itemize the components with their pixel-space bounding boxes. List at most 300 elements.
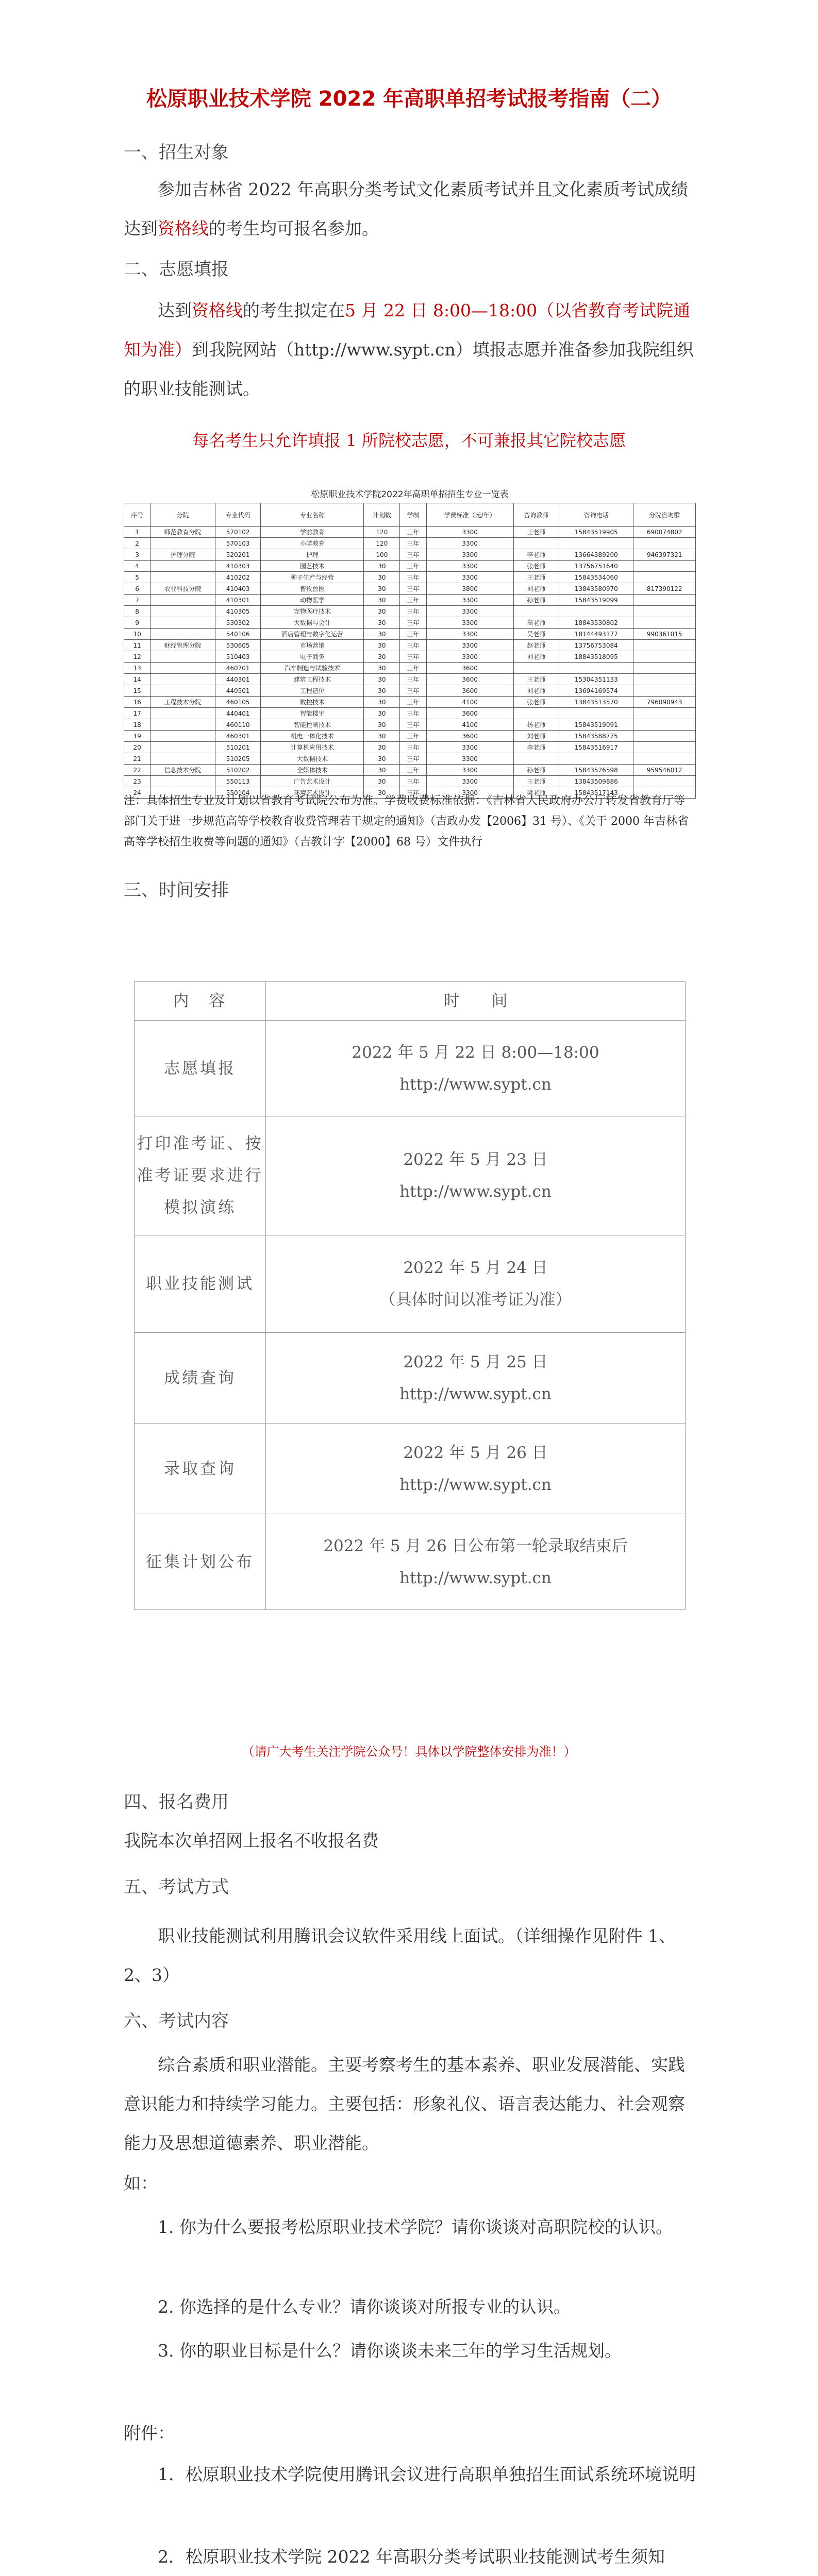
table-cell: 1	[124, 527, 151, 538]
table-cell: 9	[124, 617, 151, 629]
table-cell: 16	[124, 697, 151, 708]
table-cell: 510403	[215, 651, 260, 663]
table-cell: 刘老师	[513, 651, 559, 663]
table-cell: 4100	[426, 719, 513, 731]
table-row	[124, 572, 696, 583]
table-cell: 3300	[426, 617, 513, 629]
table-cell: 工程造价	[261, 685, 364, 697]
table-cell: 3300	[426, 753, 513, 765]
table-cell: 30	[364, 776, 400, 787]
table-cell: 3300	[426, 742, 513, 753]
table-cell	[633, 606, 696, 617]
table-cell: 15843526598	[559, 765, 633, 776]
table-cell: 13843509886	[559, 776, 633, 787]
section-heading-1: 一、招生对象	[124, 142, 229, 163]
table-cell: 3300	[426, 776, 513, 787]
table-cell: 440301	[215, 674, 260, 685]
schedule-row	[135, 1021, 686, 1116]
section-heading-4: 四、报名费用	[124, 1792, 229, 1812]
table-cell: 三年	[400, 731, 426, 742]
table-cell	[151, 595, 215, 606]
schedule-detail[interactable]: http://www.sypt.cn	[399, 1182, 552, 1201]
table-row	[124, 595, 696, 606]
table-cell: 建筑工程技术	[261, 674, 364, 685]
document-page	[93, 0, 725, 2576]
schedule-item: 成绩查询	[135, 1333, 266, 1423]
table-cell: 张老师	[513, 697, 559, 708]
table-cell: 农业科技分院	[151, 583, 215, 595]
table-cell: 15843517143	[559, 787, 633, 799]
table-cell: 20	[124, 742, 151, 753]
table-cell	[151, 617, 215, 629]
table-cell	[633, 719, 696, 731]
table-cell: 大数据技术	[261, 753, 364, 765]
admissions-col-header: 专业名称	[261, 503, 364, 527]
s2-text-c: 到我院网站（http://www.sypt.cn）填报志愿并准备参加我院组织的职业技能测试。	[124, 340, 694, 399]
s1-text-red: 资格线	[158, 218, 209, 239]
table-cell: 18144493177	[559, 629, 633, 640]
table-cell: 410303	[215, 561, 260, 572]
table-cell: 15843534060	[559, 572, 633, 583]
table-row	[124, 538, 696, 549]
table-cell: 园艺技术	[261, 561, 364, 572]
table-cell: 数控技术	[261, 697, 364, 708]
examples-label: 如：	[124, 2173, 158, 2193]
table-cell: 三年	[400, 617, 426, 629]
table-cell: 广告艺术设计	[261, 776, 364, 787]
table-cell: 410301	[215, 595, 260, 606]
table-cell: 环境艺术设计	[261, 787, 364, 799]
table-cell: 520201	[215, 549, 260, 561]
example-question-2: 2. 你选择的是什么专业？请你谈谈对所报专业的认识。	[158, 2297, 571, 2317]
table-cell: 30	[364, 674, 400, 685]
table-cell	[151, 651, 215, 663]
table-cell	[633, 617, 696, 629]
table-row	[124, 674, 696, 685]
table-row	[124, 651, 696, 663]
schedule-item: 录取查询	[135, 1423, 266, 1514]
section-heading-6: 六、考试内容	[124, 2011, 229, 2031]
table-cell: 8	[124, 606, 151, 617]
table-cell: 三年	[400, 629, 426, 640]
schedule-time	[266, 1116, 686, 1235]
table-cell: 990361015	[633, 629, 696, 640]
table-cell	[151, 629, 215, 640]
section-5-text: 职业技能测试利用腾讯会议软件采用线上面试。（详细操作见附件 1、2、3）	[124, 1926, 676, 1985]
s2-text-b: 的考生拟定在	[243, 300, 345, 320]
table-cell: 15843516917	[559, 742, 633, 753]
table-row	[124, 753, 696, 765]
schedule-time	[266, 1235, 686, 1333]
table-cell: 3300	[426, 538, 513, 549]
schedule-time	[266, 1021, 686, 1116]
table-cell: 100	[364, 549, 400, 561]
schedule-date: 2022 年 5 月 23 日	[403, 1150, 548, 1169]
table-cell: 王老师	[513, 776, 559, 787]
table-cell: 30	[364, 697, 400, 708]
table-cell: 10	[124, 629, 151, 640]
table-cell: 15843519905	[559, 527, 633, 538]
table-cell: 14	[124, 674, 151, 685]
table-cell: 30	[364, 731, 400, 742]
table-cell: 计算机应用技术	[261, 742, 364, 753]
table-cell: 梁老师	[513, 787, 559, 799]
table-cell: 530302	[215, 617, 260, 629]
table-cell: 13843513570	[559, 697, 633, 708]
table-cell: 15843519099	[559, 595, 633, 606]
section-heading-3: 三、时间安排	[124, 880, 229, 901]
page-title: 松原职业技术学院 2022 年高职单招考试报考指南（二）	[146, 87, 672, 111]
table-cell: 30	[364, 787, 400, 799]
table-cell	[513, 606, 559, 617]
table-cell	[633, 731, 696, 742]
table-cell: 3800	[426, 583, 513, 595]
table-cell: 21	[124, 753, 151, 765]
table-cell: 智能楼宇	[261, 708, 364, 719]
table-cell	[151, 742, 215, 753]
table-cell: 410403	[215, 583, 260, 595]
schedule-table-body	[135, 982, 686, 1610]
table-cell: 30	[364, 663, 400, 674]
table-cell: 13664389200	[559, 549, 633, 561]
table-cell: 师范教育分院	[151, 527, 215, 538]
s1-text-pre: 参加吉林省 2022 年高职分类考试文化素质考试并且文化素质考试成绩达到	[124, 179, 688, 239]
table-cell: 550104	[215, 787, 260, 799]
schedule-hint: （请广大考生关注学院公众号！具体以学院整体安排为准！）	[242, 1744, 576, 1759]
table-row	[124, 561, 696, 572]
table-cell	[559, 663, 633, 674]
schedule-table	[134, 981, 686, 1610]
table-cell: 120	[364, 527, 400, 538]
table-cell: 机电一体化技术	[261, 731, 364, 742]
table-cell: 三年	[400, 640, 426, 651]
table-row	[124, 606, 696, 617]
table-row	[124, 640, 696, 651]
schedule-time	[266, 1514, 686, 1610]
admissions-table-wrap	[124, 487, 696, 799]
table-row	[124, 742, 696, 753]
admissions-table	[124, 503, 696, 799]
table-cell: 三年	[400, 685, 426, 697]
table-cell	[151, 606, 215, 617]
table-cell: 17	[124, 708, 151, 719]
table-cell: 大数据与会计	[261, 617, 364, 629]
schedule-row	[135, 1235, 686, 1333]
section-2-text	[124, 291, 696, 409]
single-choice-note: 每名考生只允许填报 1 所院校志愿，不可兼报其它院校志愿	[192, 431, 626, 450]
table-cell: 817390122	[633, 583, 696, 595]
schedule-detail[interactable]: http://www.sypt.cn	[399, 1075, 552, 1094]
table-cell	[633, 561, 696, 572]
table-cell: 18	[124, 719, 151, 731]
table-cell: 19	[124, 731, 151, 742]
table-cell: 530605	[215, 640, 260, 651]
table-cell: 王老师	[513, 572, 559, 583]
section-heading-2: 二、志愿填报	[124, 259, 229, 280]
table-row	[124, 708, 696, 719]
table-cell: 460110	[215, 719, 260, 731]
example-question-3: 3. 你的职业目标是什么？请你谈谈未来三年的学习生活规划。	[158, 2341, 622, 2361]
table-cell: 30	[364, 708, 400, 719]
schedule-row	[135, 1514, 686, 1610]
table-cell	[151, 776, 215, 787]
table-cell	[633, 685, 696, 697]
schedule-time	[266, 1423, 686, 1514]
table-cell	[633, 572, 696, 583]
table-cell: 5	[124, 572, 151, 583]
table-cell: 6	[124, 583, 151, 595]
table-row	[124, 776, 696, 787]
schedule-detail[interactable]: http://www.sypt.cn	[399, 1568, 552, 1587]
table-cell: 510205	[215, 753, 260, 765]
table-cell	[151, 561, 215, 572]
table-cell	[633, 663, 696, 674]
table-cell: 电子商务	[261, 651, 364, 663]
table-cell	[151, 663, 215, 674]
table-cell: 学前教育	[261, 527, 364, 538]
table-cell: 30	[364, 617, 400, 629]
table-row	[124, 583, 696, 595]
admissions-table-header	[124, 503, 696, 527]
table-cell: 杨老师	[513, 719, 559, 731]
table-cell: 440401	[215, 708, 260, 719]
table-cell: 30	[364, 742, 400, 753]
table-cell	[633, 640, 696, 651]
schedule-row	[135, 1423, 686, 1514]
table-cell: 三年	[400, 538, 426, 549]
table-cell: 智能控制技术	[261, 719, 364, 731]
table-cell	[151, 674, 215, 685]
table-cell: 30	[364, 583, 400, 595]
table-cell	[513, 753, 559, 765]
table-cell: 三年	[400, 697, 426, 708]
table-cell: 510202	[215, 765, 260, 776]
attachment-2[interactable]: 2．松原职业技术学院 2022 年高职分类考试职业技能测试考生须知	[158, 2547, 665, 2567]
schedule-detail[interactable]: http://www.sypt.cn	[399, 1475, 552, 1494]
table-cell: 工程技术分院	[151, 697, 215, 708]
table-cell: 4100	[426, 697, 513, 708]
table-cell: 959546012	[633, 765, 696, 776]
table-cell: 13756753084	[559, 640, 633, 651]
table-cell: 3300	[426, 651, 513, 663]
schedule-time	[266, 1333, 686, 1423]
table-cell: 三年	[400, 595, 426, 606]
schedule-date: 2022 年 5 月 26 日公布第一轮录取结束后	[323, 1536, 628, 1555]
table-cell: 三年	[400, 572, 426, 583]
table-cell	[633, 674, 696, 685]
admissions-col-header: 计划数	[364, 503, 400, 527]
table-cell: 22	[124, 765, 151, 776]
table-row	[124, 765, 696, 776]
table-cell: 30	[364, 606, 400, 617]
table-cell: 三年	[400, 606, 426, 617]
table-cell: 张老师	[513, 561, 559, 572]
admissions-col-header: 序号	[124, 503, 151, 527]
table-cell: 3600	[426, 731, 513, 742]
table-cell	[633, 708, 696, 719]
admissions-col-header: 学制	[400, 503, 426, 527]
table-row	[124, 719, 696, 731]
table-cell: 三年	[400, 583, 426, 595]
table-cell: 3600	[426, 663, 513, 674]
table-row	[124, 527, 696, 538]
table-cell: 畜牧兽医	[261, 583, 364, 595]
table-cell: 信息技术分院	[151, 765, 215, 776]
s2-text-red2: 5 月 22 日 8:00—18:00（以省教育考试院通知为准）	[124, 300, 691, 360]
schedule-detail[interactable]: http://www.sypt.cn	[399, 1384, 552, 1403]
table-cell: 30	[364, 572, 400, 583]
table-cell: 财经管理分院	[151, 640, 215, 651]
table-cell: 宠物医疗技术	[261, 606, 364, 617]
admissions-table-caption: 松原职业技术学院2022年高职单招招生专业一览表	[311, 489, 509, 500]
table-cell: 三年	[400, 549, 426, 561]
table-cell: 690074802	[633, 527, 696, 538]
table-cell: 3300	[426, 787, 513, 799]
table-cell: 3300	[426, 561, 513, 572]
table-cell: 全媒体技术	[261, 765, 364, 776]
table-cell	[633, 776, 696, 787]
table-cell: 15843588775	[559, 731, 633, 742]
table-footnote: 注：具体招生专业及计划以省教育考试院公布为准。学费收费标准依据：《吉林省人民政府办公厅转发省教育厅等部门关于进一步规范高等学校教育收费管理若干规定的通知》（吉政办发【2006】31 号）、《关于 2000 年吉林省高等学校招生收费等问题的通知》（吉教计字【2000】68 号）文件执行	[124, 794, 689, 849]
table-cell: 11	[124, 640, 151, 651]
table-cell: 15843519091	[559, 719, 633, 731]
table-cell	[633, 753, 696, 765]
admissions-table-body	[124, 527, 696, 799]
table-cell	[559, 708, 633, 719]
table-cell: 3600	[426, 708, 513, 719]
schedule-detail: （具体时间以准考证为准）	[379, 1291, 572, 1309]
table-row	[124, 685, 696, 697]
s1-text-post: 的考生均可报名参加。	[209, 218, 379, 239]
schedule-item: 志愿填报	[135, 1021, 266, 1116]
table-cell: 13	[124, 663, 151, 674]
table-cell: 种子生产与经营	[261, 572, 364, 583]
table-cell: 三年	[400, 776, 426, 787]
schedule-date: 2022 年 5 月 26 日	[403, 1443, 548, 1462]
table-cell: 高老师	[513, 617, 559, 629]
table-cell: 小学教育	[261, 538, 364, 549]
schedule-date: 2022 年 5 月 24 日	[403, 1259, 548, 1277]
table-cell	[633, 651, 696, 663]
table-cell: 30	[364, 629, 400, 640]
schedule-col-header: 内 容	[135, 982, 266, 1021]
schedule-date: 2022 年 5 月 25 日	[403, 1352, 548, 1371]
table-row	[124, 697, 696, 708]
table-cell: 440501	[215, 685, 260, 697]
table-cell: 3300	[426, 527, 513, 538]
table-cell	[559, 753, 633, 765]
table-cell: 李老师	[513, 549, 559, 561]
table-cell: 赵老师	[513, 640, 559, 651]
table-cell	[151, 708, 215, 719]
table-cell: 7	[124, 595, 151, 606]
table-cell: 570103	[215, 538, 260, 549]
section-4-text: 我院本次单招网上报名不收报名费	[124, 1831, 379, 1851]
table-cell: 三年	[400, 561, 426, 572]
admissions-col-header: 分院咨询群	[633, 503, 696, 527]
table-cell: 15304351133	[559, 674, 633, 685]
table-cell: 吴老师	[513, 629, 559, 640]
table-cell	[559, 538, 633, 549]
table-cell: 460701	[215, 663, 260, 674]
table-cell: 3300	[426, 549, 513, 561]
table-cell: 王老师	[513, 527, 559, 538]
table-cell: 30	[364, 640, 400, 651]
table-cell: 三年	[400, 787, 426, 799]
table-cell: 15	[124, 685, 151, 697]
attachment-1[interactable]: 1．松原职业技术学院使用腾讯会议进行高职单独招生面试系统环境说明	[158, 2464, 696, 2484]
table-cell: 4	[124, 561, 151, 572]
table-cell: 汽车制造与试验技术	[261, 663, 364, 674]
table-cell: 孙老师	[513, 765, 559, 776]
section-6-text: 综合素质和职业潜能。主要考察考生的基本素养、职业发展潜能、实践意识能力和持续学习能力。主要包括：形象礼仪、语言表达能力、社会观察能力及思想道德素养、职业潜能。	[124, 2055, 685, 2153]
table-cell: 3300	[426, 640, 513, 651]
table-cell: 护理分院	[151, 549, 215, 561]
table-cell: 孙老师	[513, 595, 559, 606]
table-cell: 刘老师	[513, 731, 559, 742]
table-cell: 13843580970	[559, 583, 633, 595]
table-cell	[151, 753, 215, 765]
table-cell	[151, 731, 215, 742]
admissions-col-header: 分院	[151, 503, 215, 527]
table-cell: 市场营销	[261, 640, 364, 651]
table-cell: 30	[364, 765, 400, 776]
table-cell	[151, 685, 215, 697]
table-cell: 23	[124, 776, 151, 787]
table-cell	[633, 538, 696, 549]
table-cell	[151, 538, 215, 549]
schedule-header-row	[135, 982, 686, 1021]
example-question-1: 1. 你为什么要报考松原职业技术学院？请你谈谈对高职院校的认识。	[158, 2217, 673, 2237]
table-cell: 30	[364, 685, 400, 697]
table-cell: 三年	[400, 527, 426, 538]
table-cell: 460105	[215, 697, 260, 708]
table-cell: 刘老师	[513, 583, 559, 595]
table-cell: 3600	[426, 685, 513, 697]
table-cell: 三年	[400, 651, 426, 663]
schedule-item: 打印准考证、按准考证要求进行模拟演练	[135, 1116, 266, 1235]
table-cell: 3600	[426, 674, 513, 685]
table-cell	[633, 742, 696, 753]
admissions-col-header: 咨询教师	[513, 503, 559, 527]
table-cell: 3300	[426, 572, 513, 583]
table-cell: 3300	[426, 595, 513, 606]
table-cell	[513, 708, 559, 719]
table-cell: 三年	[400, 663, 426, 674]
table-cell: 三年	[400, 674, 426, 685]
table-cell: 13756751640	[559, 561, 633, 572]
table-row	[124, 663, 696, 674]
table-cell	[151, 719, 215, 731]
table-cell: 三年	[400, 719, 426, 731]
schedule-date: 2022 年 5 月 22 日 8:00—18:00	[352, 1043, 599, 1062]
schedule-row	[135, 1116, 686, 1235]
table-cell: 3300	[426, 606, 513, 617]
table-cell: 570102	[215, 527, 260, 538]
admissions-col-header: 咨询电话	[559, 503, 633, 527]
table-cell	[513, 538, 559, 549]
table-cell	[633, 595, 696, 606]
table-cell: 540106	[215, 629, 260, 640]
table-cell: 410305	[215, 606, 260, 617]
table-cell: 3300	[426, 629, 513, 640]
table-cell: 510201	[215, 742, 260, 753]
table-cell	[151, 572, 215, 583]
table-cell: 王老师	[513, 674, 559, 685]
table-cell: 18843530802	[559, 617, 633, 629]
table-cell: 2	[124, 538, 151, 549]
table-cell: 护理	[261, 549, 364, 561]
